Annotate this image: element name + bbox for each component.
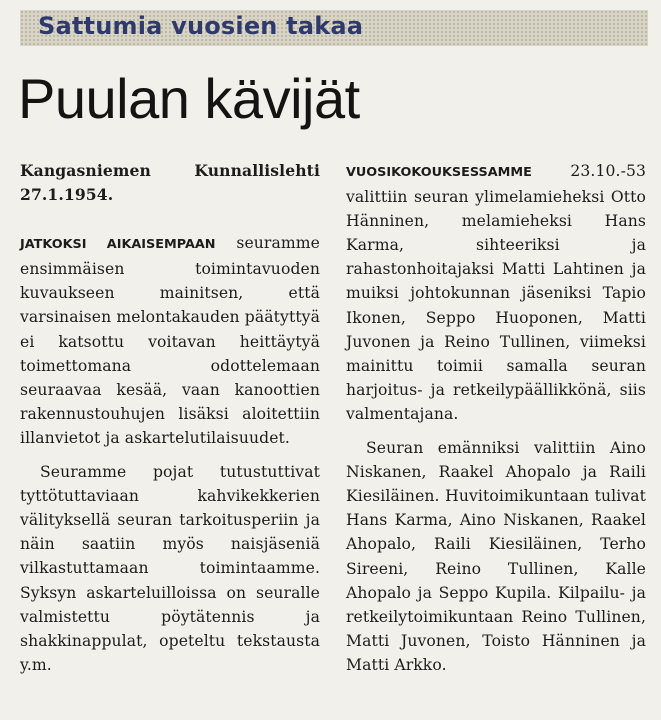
paragraph-left-2: Seuramme pojat tutustuttivat tyttötuttaviaan kahvikekkerien välityksellä seuran tarkoitusperiin ja näin saatiin myös naisjäseniä vilkastuttamaan toimintaamme. Syksyn askarteluilloissa on seuralle valmistettu pöytätennis ja shakkinappulat, opeteltu tekstausta y.m. — [20, 463, 320, 674]
paragraph-left-1-text: seuramme ensimmäisen toimintavuoden kuvaukseen mainitsen, että varsinaisen melontakauden päätyttyä ei katsottu voitavan heittäytyä toimettomana odottelemaan seuraavaa kesää, vaan kanoottien rakennustouhujen lisäksi aloitettiin illanvietot ja askartelutilaisuudet. — [20, 234, 320, 447]
lead-in-right: VUOSIKOKOUKSESSAMME — [346, 165, 532, 180]
paragraph-left-1 — [20, 231, 320, 450]
section-banner — [20, 10, 648, 46]
paragraph-right-2: Seuran emänniksi valittiin Aino Niskanen, Raakel Ahopalo ja Raili Kiesiläinen. Huvitoimikuntaan tulivat Hans Karma, Aino Niskanen, Raakel Ahopalo, Raili Kiesiläinen, Terho Sireeni, Reino Tullinen, Kalle Ahopalo ja Seppo Kupila. Kilpailu- ja retkeilytoimikuntaan Reino Tullinen, Matti Juvonen, Toisto Hänninen ja Matti Arkko. — [346, 439, 646, 674]
article-source: Kangasniemen Kunnallislehti 27.1.1954. — [20, 161, 320, 205]
lead-in-left: JATKOKSI AIKAISEMPAAN — [20, 237, 216, 253]
column-right — [346, 159, 646, 677]
article-headline: Puulan kävijät — [18, 67, 360, 130]
paragraph-right-1-text: 23.10.-53 valittiin seuran ylimelamieheksi Otto Hänninen, melamieheksi Hans Karma, sihteeriksi ja rahastonhoitajaksi Matti Lahtinen ja muiksi johtokunnan jäseniksi Tapio Ikonen, Seppo Huoponen, Matti Juvonen ja Reino Tullinen, viimeksi mainittu toimii samalla seuran harjoitus- ja retkeilypäällikkönä, siis valmentajana. — [346, 162, 646, 423]
column-left — [20, 159, 320, 677]
section-title: Sattumia vuosien takaa — [38, 12, 364, 40]
paragraph-right-1 — [346, 159, 646, 426]
